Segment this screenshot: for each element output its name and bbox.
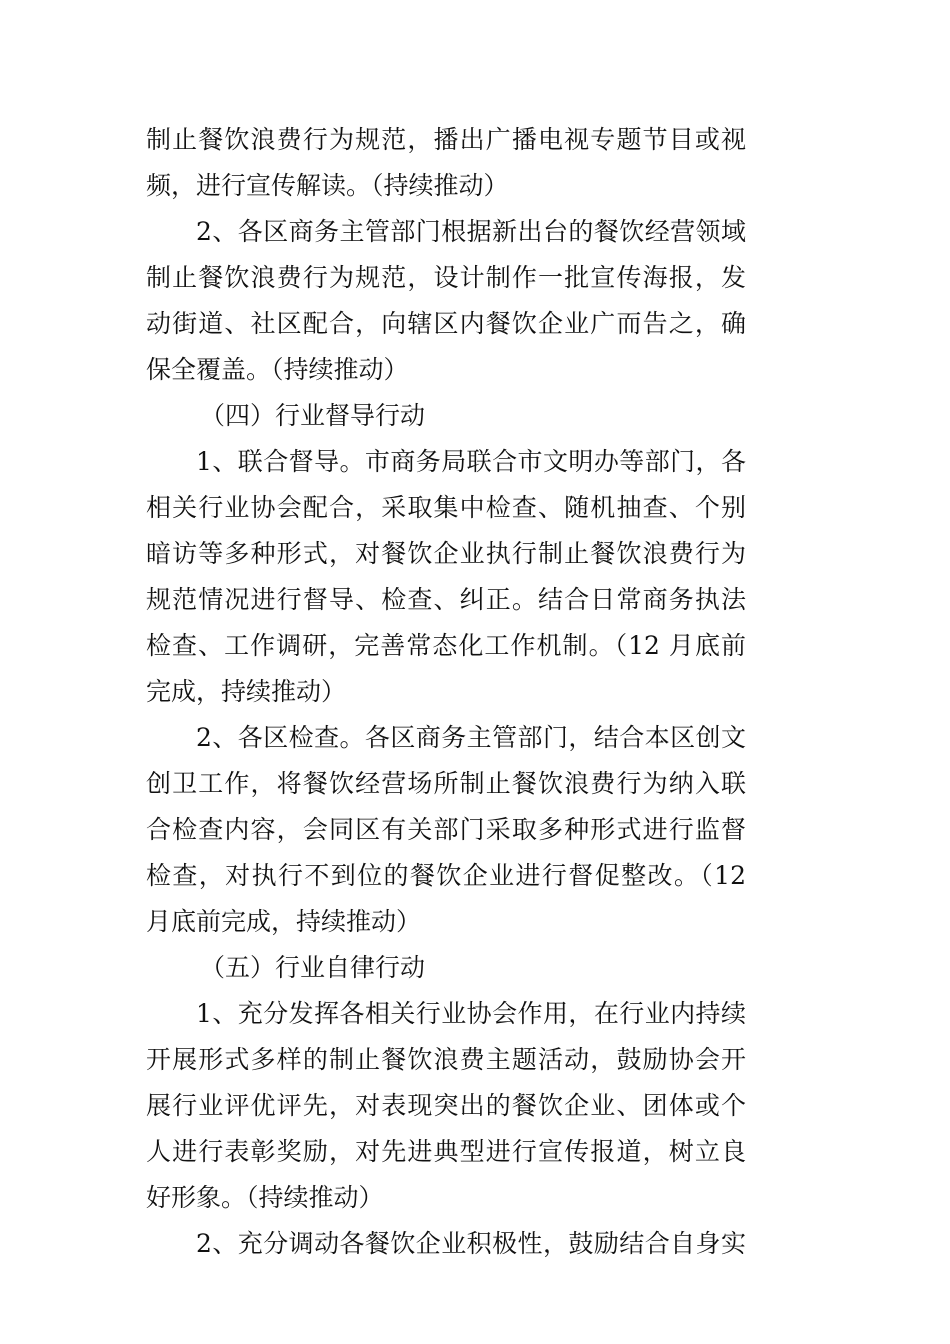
text-line: 人进行表彰奖励，对先进典型进行宣传报道，树立良	[146, 1137, 746, 1166]
text-line: 相关行业协会配合，采取集中检查、随机抽查、个别	[146, 493, 746, 522]
text-line: 完成，持续推动）	[146, 677, 347, 706]
text-line: 检查、工作调研，完善常态化工作机制。（12 月底前	[146, 631, 746, 660]
section-heading: （五）行业自律行动	[200, 953, 426, 982]
text-line: 保全覆盖。（持续推动）	[146, 355, 409, 384]
section-heading: （四）行业督导行动	[200, 401, 426, 430]
text-line: 动街道、社区配合，向辖区内餐饮企业广而告之，确	[146, 309, 746, 338]
text-line: 暗访等多种形式，对餐饮企业执行制止餐饮浪费行为	[146, 539, 746, 568]
text-line: 合检查内容，会同区有关部门采取多种形式进行监督	[146, 815, 746, 844]
text-line: 1、充分发挥各相关行业协会作用，在行业内持续	[196, 999, 746, 1028]
text-line: 制止餐饮浪费行为规范，播出广播电视专题节目或视	[146, 125, 746, 154]
text-line: 创卫工作，将餐饮经营场所制止餐饮浪费行为纳入联	[146, 769, 746, 798]
text-line: 展行业评优评先，对表现突出的餐饮企业、团体或个	[146, 1091, 746, 1120]
text-line: 检查，对执行不到位的餐饮企业进行督促整改。（12	[146, 861, 746, 890]
text-line: 1、联合督导。市商务局联合市文明办等部门，各	[196, 447, 746, 476]
text-line: 2、各区检查。各区商务主管部门，结合本区创文	[196, 723, 746, 752]
text-line: 2、各区商务主管部门根据新出台的餐饮经营领域	[196, 217, 746, 246]
text-line: 好形象。（持续推动）	[146, 1183, 384, 1212]
text-line: 频，进行宣传解读。（持续推动）	[146, 171, 509, 200]
text-line: 制止餐饮浪费行为规范，设计制作一批宣传海报，发	[146, 263, 746, 292]
text-line: 规范情况进行督导、检查、纠正。结合日常商务执法	[146, 585, 746, 614]
text-line: 开展形式多样的制止餐饮浪费主题活动，鼓励协会开	[146, 1045, 746, 1074]
text-line: 2、充分调动各餐饮企业积极性，鼓励结合自身实	[196, 1229, 746, 1258]
text-line: 月底前完成，持续推动）	[146, 907, 422, 936]
